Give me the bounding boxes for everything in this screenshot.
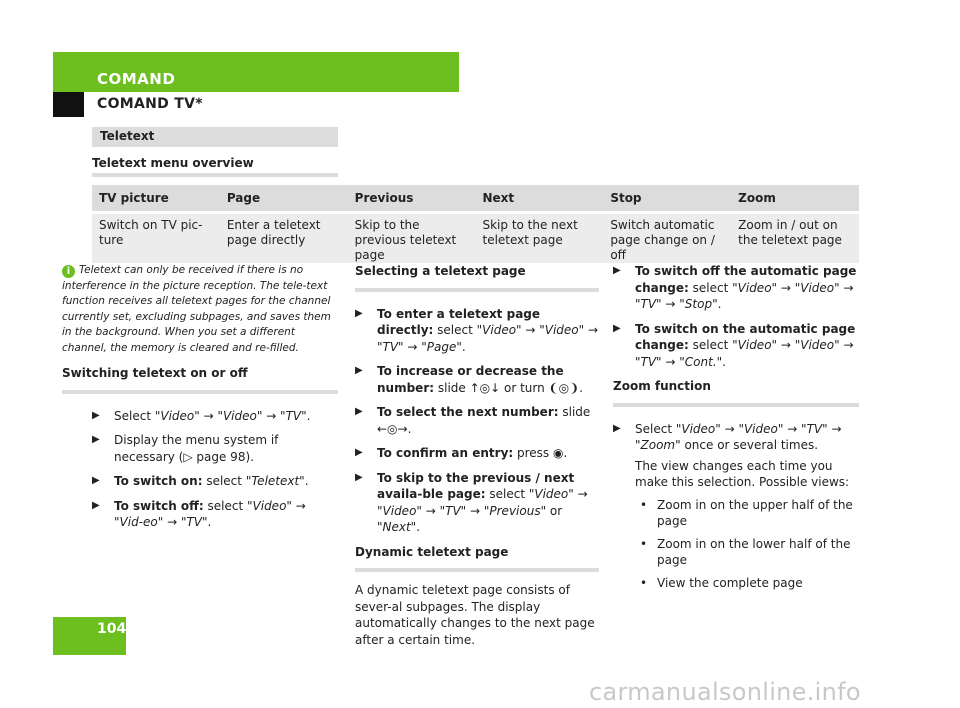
step-text: . (207, 515, 212, 529)
step-text: select (203, 498, 247, 513)
section-marker (53, 92, 84, 117)
table-cell: Skip to the previous teletext page (348, 213, 476, 264)
step-text: . (717, 297, 722, 311)
step-label: To confirm an entry: (377, 446, 514, 460)
step-label: To switch off: (114, 498, 204, 513)
menu-path: "Teletext" (245, 474, 305, 488)
table-header: Next (475, 185, 603, 213)
step-item (92, 408, 338, 425)
step-item (355, 470, 599, 536)
switching-heading: Switching teletext on or off (62, 366, 248, 380)
step-text: slide ←◎→. (377, 405, 591, 436)
step-text: . (416, 520, 421, 534)
heading-rule (62, 390, 338, 394)
list-item (635, 497, 859, 530)
step-text: Display the menu system if necessary (▷ page 98). (114, 433, 279, 464)
step-item (355, 445, 599, 462)
step-text: select (688, 338, 733, 352)
info-note-text: Teletext can only be received if there is no interference in the picture reception. The tele-text function receives all teletext pages for the channel currently set, excluding subpages, and saves them in the background. When you set a different channel, the memory is cleared and re-filled. (62, 264, 331, 354)
step-item (613, 421, 859, 454)
selecting-heading: Selecting a teletext page (355, 264, 526, 278)
step-item (92, 473, 338, 490)
arrow-icon: ▶ (92, 475, 100, 486)
teletext-label: Teletext (100, 129, 155, 143)
bullet-icon: • (640, 497, 648, 512)
list-item-text: Zoom in on the upper half of the page (657, 497, 853, 528)
list-item-text: Zoom in on the lower half of the page (657, 536, 851, 567)
step-text: Select (635, 421, 676, 436)
watermark: carmanualsonline.info (589, 678, 861, 706)
column-middle (355, 263, 599, 654)
overview-heading: Teletext menu overview (92, 156, 254, 170)
arrow-icon: ▶ (355, 447, 363, 458)
list-item (635, 536, 859, 569)
heading-rule (355, 288, 599, 292)
table-header: TV picture (92, 185, 220, 213)
menu-path: "Video" → "Video" → "TV" → "Stop" (635, 280, 854, 311)
zoom-heading: Zoom function (613, 379, 711, 393)
column-right (613, 263, 859, 597)
table-cell: Switch on TV pic-ture (92, 213, 220, 264)
step-text: Select (114, 408, 155, 423)
menu-path: "Video" → "Video" → "TV" → "Previous" (377, 487, 588, 518)
menu-path: "Video" → "Video" → "TV" (154, 408, 307, 423)
menu-path: "Video" → "Video" → "TV" → "Cont." (635, 338, 854, 369)
step-label: To enter a teletext page directly: (377, 306, 541, 337)
arrow-icon: ▶ (613, 322, 621, 334)
step-text: . (722, 354, 726, 369)
step-text: or (546, 503, 563, 518)
step-text: . (306, 408, 311, 423)
table-header-row (92, 185, 859, 213)
heading-rule (613, 403, 859, 407)
page-number: 104 (97, 621, 127, 637)
step-label: To switch on: (114, 474, 203, 488)
step-label: To select the next number: (377, 405, 559, 419)
step-label: To skip to the previous / next availa-ble page: (377, 470, 575, 501)
step-item (355, 363, 599, 396)
step-label: To switch on the automatic page change: (635, 321, 856, 352)
arrow-icon: ▶ (355, 307, 363, 319)
zoom-description: The view changes each time you make this selection. Possible views: (635, 458, 850, 489)
teletext-menu-table (92, 185, 859, 263)
step-text: once or several times. (680, 438, 819, 452)
step-item (613, 263, 859, 313)
arrow-icon: ▶ (92, 409, 100, 421)
bullet-icon: • (640, 575, 648, 590)
step-text: select (485, 487, 529, 501)
table-header: Zoom (731, 185, 859, 213)
arrow-icon: ▶ (92, 499, 100, 511)
step-text: select (433, 323, 477, 337)
arrow-icon: ▶ (613, 422, 621, 434)
menu-path: "Next" (377, 520, 417, 534)
step-text: slide ↑◎↓ or turn ❨◎❩. (434, 380, 583, 395)
dynamic-heading: Dynamic teletext page (355, 544, 509, 559)
heading-rule (92, 173, 338, 177)
arrow-icon: ▶ (613, 265, 621, 276)
table-cell: Enter a teletext page directly (220, 213, 348, 264)
table-cell: Switch automatic page change on / off (603, 213, 731, 264)
info-note (62, 263, 338, 356)
table-cell: Skip to the next teletext page (475, 213, 603, 264)
step-item (355, 306, 599, 356)
step-text: select (688, 280, 733, 295)
dynamic-text: A dynamic teletext page consists of sever-al subpages. The display automatically changes to the next page after a certain time. (355, 583, 595, 647)
step-text: . (461, 339, 466, 354)
arrow-icon: ▶ (355, 471, 363, 483)
table-row (92, 213, 859, 264)
step-item (92, 498, 338, 531)
menu-path: "Video" → "Video" → "TV" → "Zoom" (635, 421, 842, 452)
step-item (92, 432, 338, 465)
list-item (635, 575, 859, 592)
info-icon: i (62, 265, 75, 278)
step-text: select (202, 474, 246, 488)
arrow-icon: ▶ (355, 406, 363, 417)
bullet-icon: • (640, 536, 648, 551)
menu-path: "Video" → "Video" → "TV" → "Page" (377, 323, 599, 354)
table-header: Previous (348, 185, 476, 213)
arrow-icon: ▶ (355, 365, 363, 376)
chapter-title: COMAND (97, 70, 176, 88)
section-title: COMAND TV* (97, 96, 203, 112)
arrow-icon: ▶ (92, 434, 100, 445)
table-header: Page (220, 185, 348, 213)
list-item-text: View the complete page (657, 575, 803, 590)
step-label: To switch off the automatic page change: (635, 264, 857, 295)
step-label: To increase or decrease the number: (377, 364, 564, 395)
step-text: . (304, 474, 309, 488)
step-text: press ◉. (513, 446, 568, 460)
menu-path: "Video" → "Vid-eo" → "TV" (114, 498, 306, 529)
heading-rule (355, 568, 599, 572)
column-left (62, 263, 338, 539)
table-cell: Zoom in / out on the teletext page (731, 213, 859, 264)
step-item (613, 321, 859, 371)
table-header: Stop (603, 185, 731, 213)
step-item (355, 404, 599, 437)
